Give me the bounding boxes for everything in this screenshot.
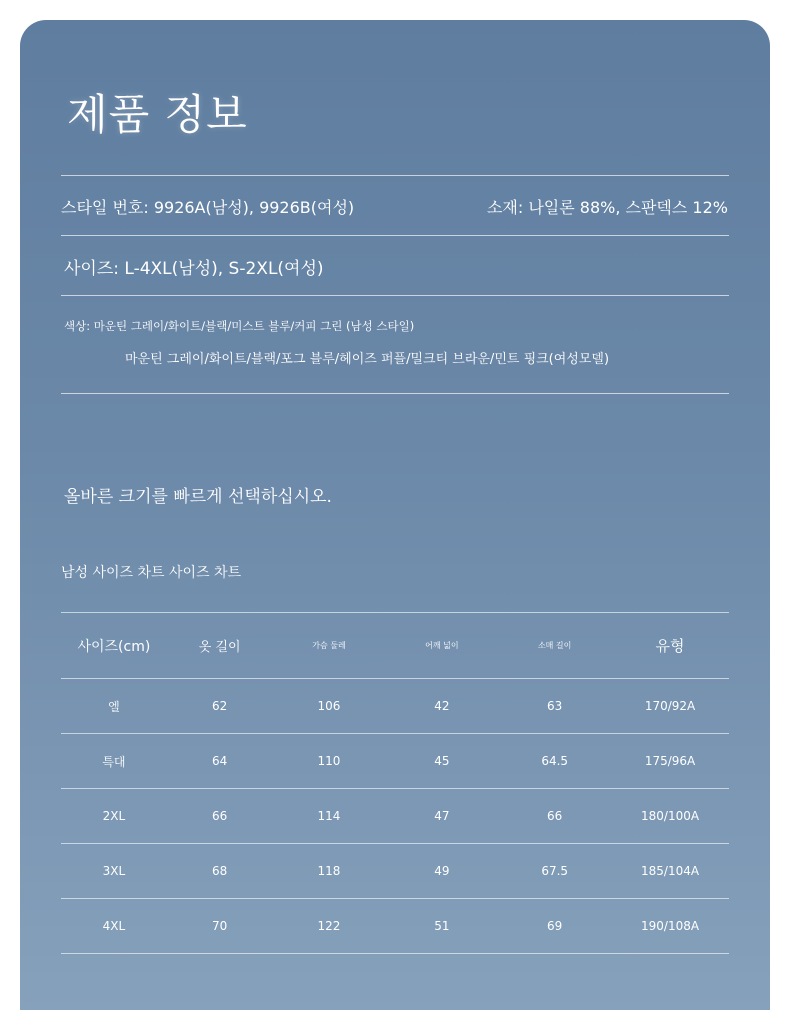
divider bbox=[61, 235, 729, 236]
page-title: 제품 정보 bbox=[67, 90, 248, 139]
divider bbox=[61, 393, 729, 394]
cell-type: 180/100A bbox=[611, 789, 729, 844]
table-row bbox=[61, 899, 729, 954]
cell-type: 170/92A bbox=[611, 679, 729, 734]
size-chart-table bbox=[61, 612, 729, 954]
col-header-chest: 가슴 둘레 bbox=[273, 613, 386, 679]
cell-length: 62 bbox=[167, 679, 273, 734]
cell-sleeve: 64.5 bbox=[498, 734, 611, 789]
colors-men: 색상: 마운틴 그레이/화이트/블랙/미스트 블루/커피 그린 (남성 스타일) bbox=[64, 319, 415, 333]
cell-shoulder: 47 bbox=[385, 789, 498, 844]
col-header-type: 유형 bbox=[611, 613, 729, 679]
product-info-card bbox=[20, 20, 770, 1010]
size-range: 사이즈: L-4XL(남성), S-2XL(여성) bbox=[64, 259, 324, 279]
cell-chest: 106 bbox=[273, 679, 386, 734]
cell-sleeve: 69 bbox=[498, 899, 611, 954]
cell-chest: 114 bbox=[273, 789, 386, 844]
colors-women: 마운틴 그레이/화이트/블랙/포그 블루/헤이즈 퍼플/밀크티 브라운/민트 핑크(여성모델) bbox=[125, 352, 610, 367]
cell-chest: 118 bbox=[273, 844, 386, 899]
col-header-size: 사이즈(cm) bbox=[61, 613, 167, 679]
cell-type: 185/104A bbox=[611, 844, 729, 899]
cell-type: 175/96A bbox=[611, 734, 729, 789]
style-number: 스타일 번호: 9926A(남성), 9926B(여성) bbox=[61, 198, 355, 217]
cell-sleeve: 67.5 bbox=[498, 844, 611, 899]
cell-shoulder: 51 bbox=[385, 899, 498, 954]
cell-size: 엘 bbox=[61, 679, 167, 734]
cell-chest: 110 bbox=[273, 734, 386, 789]
cell-length: 70 bbox=[167, 899, 273, 954]
cell-sleeve: 66 bbox=[498, 789, 611, 844]
cell-shoulder: 49 bbox=[385, 844, 498, 899]
col-header-length: 옷 길이 bbox=[167, 613, 273, 679]
material: 소재: 나일론 88%, 스판덱스 12% bbox=[486, 198, 728, 217]
table-header-row bbox=[61, 613, 729, 679]
divider bbox=[61, 175, 729, 176]
divider bbox=[61, 295, 729, 296]
cell-length: 64 bbox=[167, 734, 273, 789]
col-header-sleeve: 소매 길이 bbox=[498, 613, 611, 679]
cell-length: 68 bbox=[167, 844, 273, 899]
table-row bbox=[61, 679, 729, 734]
cell-size: 3XL bbox=[61, 844, 167, 899]
cell-length: 66 bbox=[167, 789, 273, 844]
table-row bbox=[61, 844, 729, 899]
cell-type: 190/108A bbox=[611, 899, 729, 954]
size-tagline: 올바른 크기를 빠르게 선택하십시오. bbox=[64, 487, 332, 507]
cell-shoulder: 45 bbox=[385, 734, 498, 789]
table-row bbox=[61, 789, 729, 844]
cell-size: 4XL bbox=[61, 899, 167, 954]
cell-shoulder: 42 bbox=[385, 679, 498, 734]
cell-sleeve: 63 bbox=[498, 679, 611, 734]
size-chart-title: 남성 사이즈 차트 사이즈 차트 bbox=[61, 565, 242, 581]
cell-chest: 122 bbox=[273, 899, 386, 954]
cell-size: 2XL bbox=[61, 789, 167, 844]
col-header-shoulder: 어깨 넓이 bbox=[385, 613, 498, 679]
table-row bbox=[61, 734, 729, 789]
cell-size: 특대 bbox=[61, 734, 167, 789]
